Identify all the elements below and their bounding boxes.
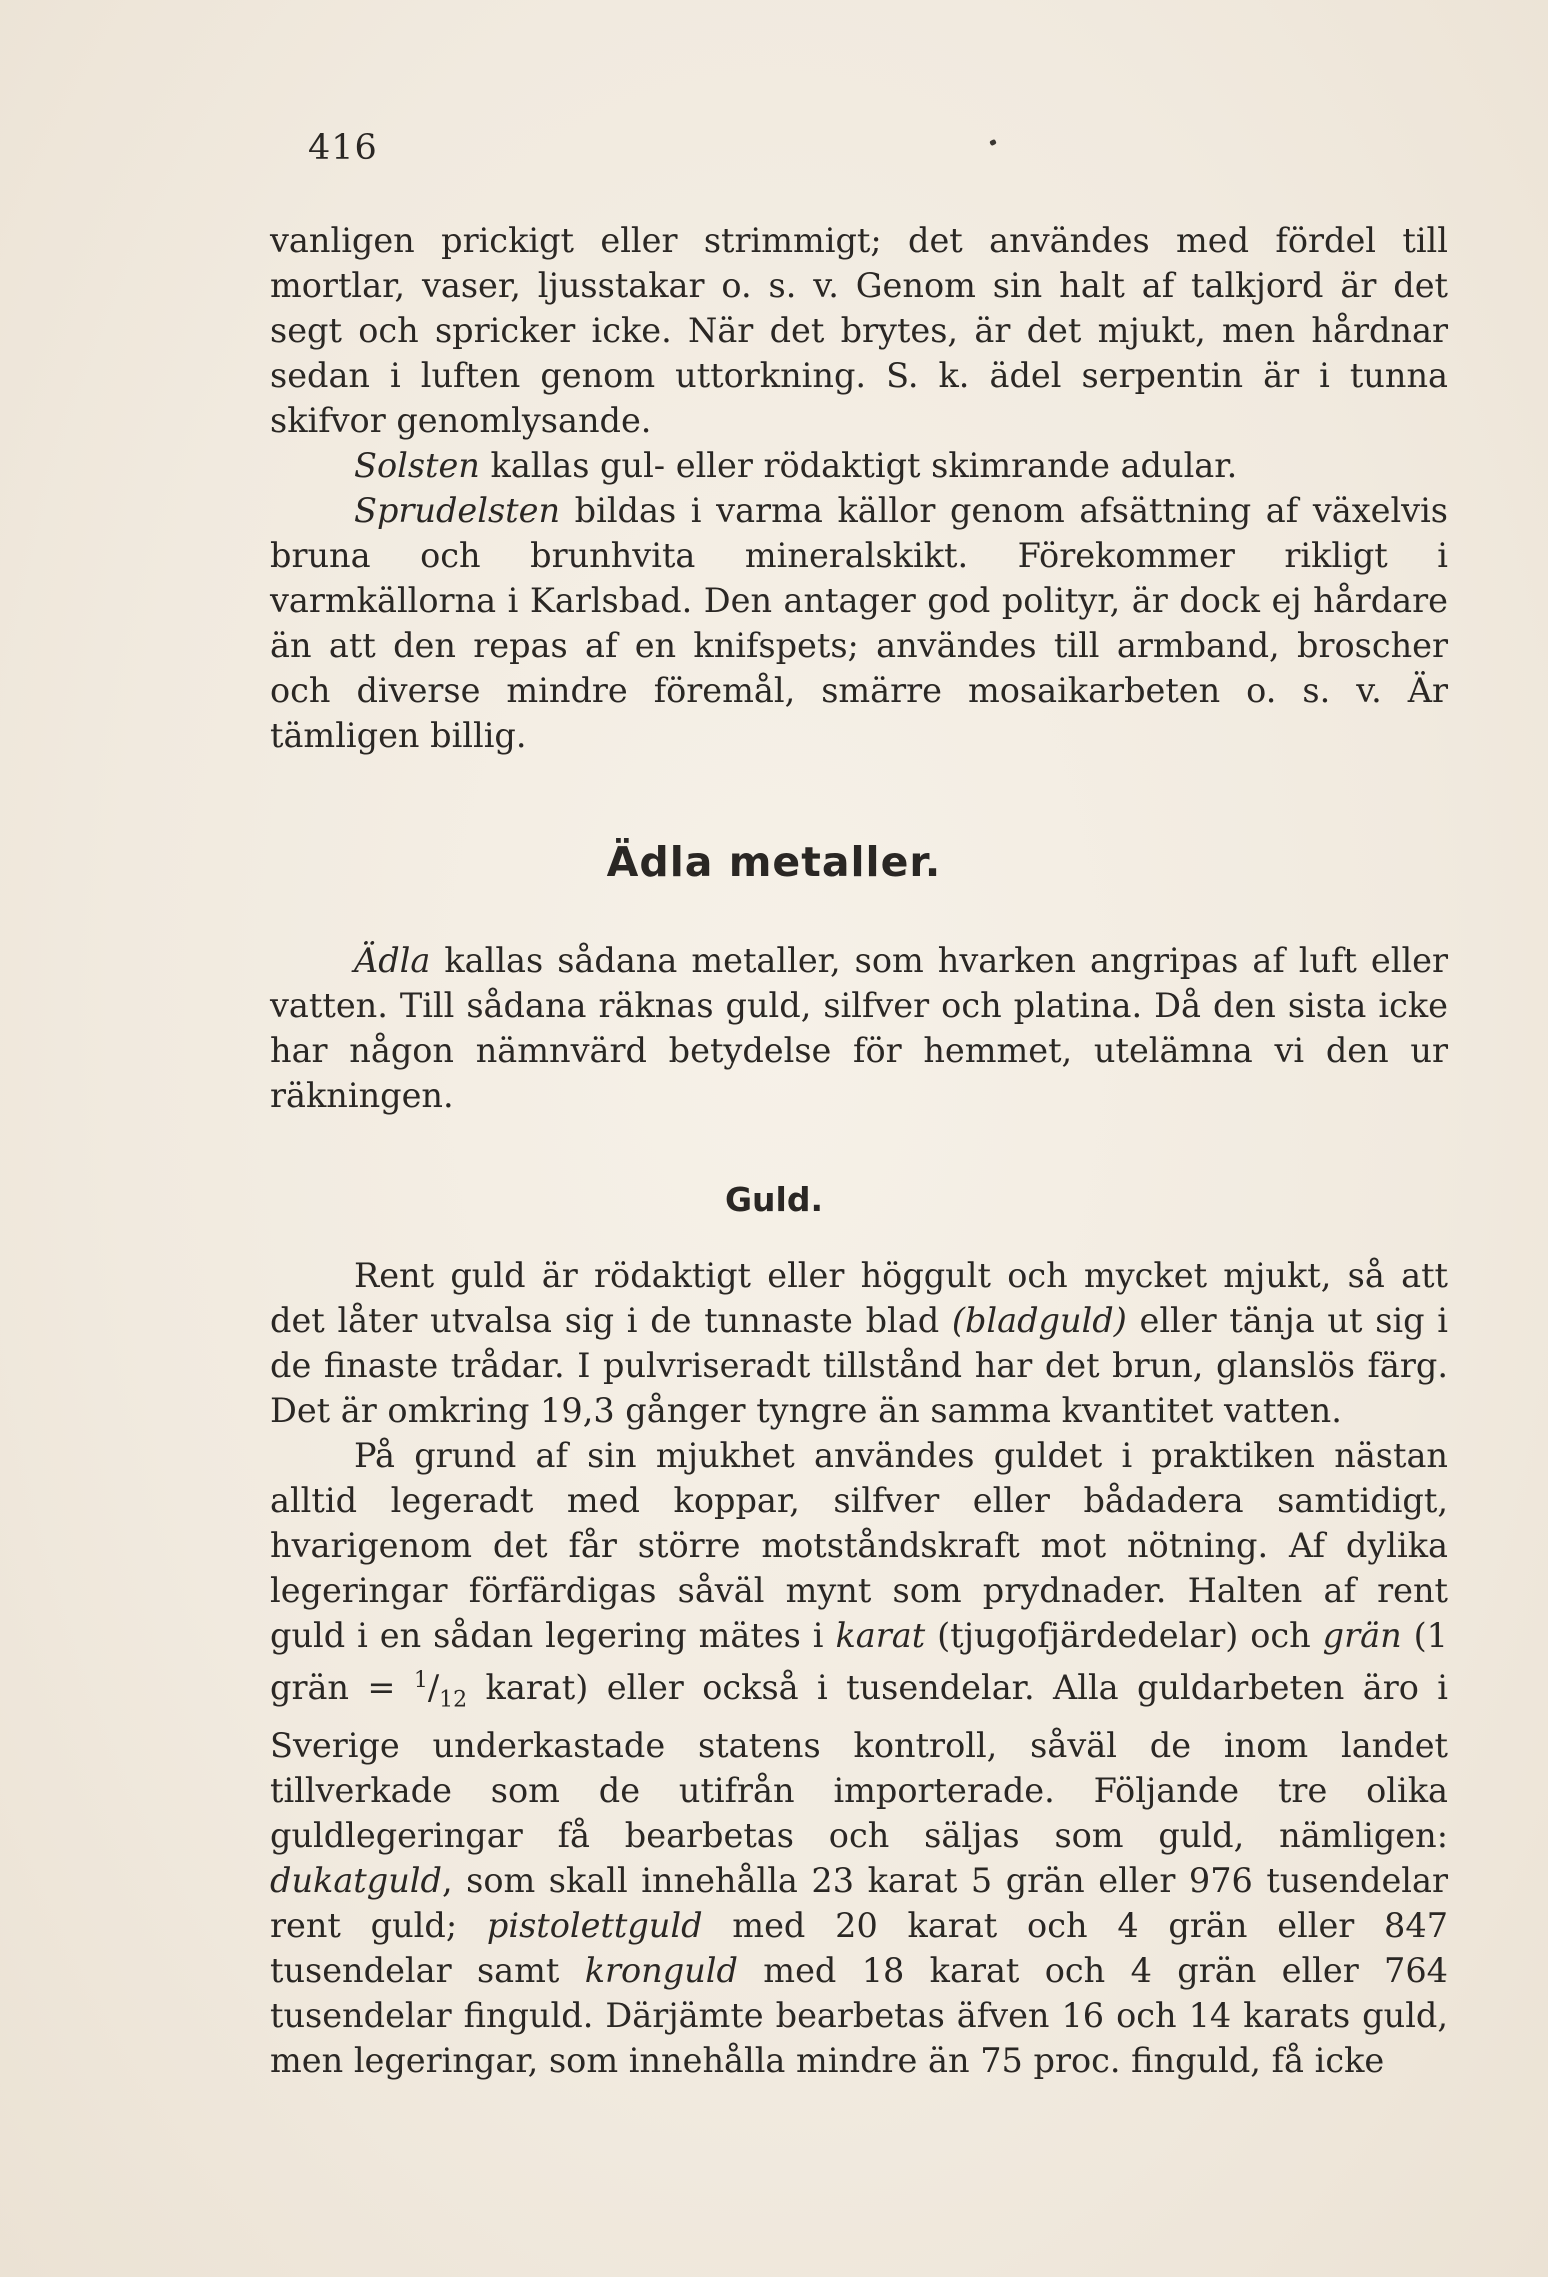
sprudelsten-text: bildas i varma källor genom afsättning af växelvis bruna och brunhvita mineralskikt. Förekommer rikligt i varmkällorna i Karlsbad. Den antager god polityr, är dock ej hårdare än att den repas af en knifspets; användes till armband, broscher och diverse mindre föremål, smärre mosaikarbeten o. s. v. Är tämligen billig. — [270, 491, 1448, 755]
gold-p2-text-b: (tjugofjärdedelar) och — [925, 1616, 1323, 1655]
serpentine-text: vanligen prickigt eller strimmigt; det användes med fördel till mortlar, vaser, ljusstakar o. s. v. Genom sin halt af talkjord är det segt och spricker icke. När det brytes, är det mjukt, men hårdnar sedan i luften genom uttorkning. S. k. ädel serpentin är i tunna skifvor genomlysande. — [270, 221, 1448, 440]
gold-p2-text-d: karat) eller också i tusendelar. Alla guldarbeten äro i Sverige underkastade statens kontroll, såväl de inom landet tillverkade som de utifrån importerade. Följande tre olika guldlegeringar få bearbetas och säljas som guld, nämligen: — [270, 1668, 1448, 1855]
kronguld-term: kronguld — [584, 1950, 738, 1990]
pistolettguld-term: pistolettguld — [486, 1905, 703, 1945]
noble-term: Ädla — [354, 941, 431, 980]
fraction-denominator: 12 — [439, 1687, 468, 1713]
fraction-numerator: 1 — [413, 1668, 428, 1693]
gold-p1-text-a: Rent guld är rödaktigt eller höggult och mycket mjukt, så att det låter utvalsa sig i de tunnaste blad — [270, 1256, 1448, 1340]
solsten-text: kallas gul- eller rödaktigt skimrande adular. — [479, 446, 1238, 485]
gran-term: grän — [1322, 1616, 1402, 1655]
heading-gold: Guld. — [724, 1180, 824, 1219]
page-number: 416 — [308, 128, 378, 168]
solsten-paragraph — [270, 443, 1448, 488]
gold-p2-text-g: med 18 karat och 4 grän eller 764 tusendelar finguld. Därjämte bearbetas äfven 16 och 14 karats guld, men legeringar, som innehålla mindre än 75 proc. finguld, få icke — [270, 1950, 1448, 2080]
gold-p1-text-b: eller tänja ut sig i de finaste trådar. I pulvriseradt tillstånd har det brun, glanslös färg. Det är omkring 19,3 gånger tyngre än samma kvantitet vatten. — [270, 1301, 1448, 1430]
ink-speck — [989, 139, 997, 146]
serpentine-section — [270, 218, 1448, 758]
noble-metals-paragraph — [270, 938, 1448, 1118]
gold-p2-text-a: På grund af sin mjukhet användes guldet i praktiken nästan alltid legeradt med koppar, silfver eller bådadera samtidigt, hvarigenom det får större motståndskraft mot nötning. Af dylika legeringar förfärdigas såväl mynt som prydnader. Halten af rent guld i en sådan legering mätes i — [270, 1436, 1448, 1655]
noble-text: kallas sådana metaller, som hvarken angripas af luft eller vatten. Till sådana räknas guld, silfver och platina. Då den sista icke har någon nämnvärd betydelse för hemmet, utelämna vi den ur räkningen. — [270, 941, 1448, 1115]
bladguld-term: (bladguld) — [951, 1301, 1127, 1340]
heading-noble-metals: Ädla metaller. — [606, 838, 942, 886]
gold-p2-text-f: med 20 karat och 4 grän eller 847 tusendelar samt — [270, 1905, 1449, 1990]
solsten-term: Solsten — [354, 446, 480, 485]
gold-p2-text-c: (1 grän = — [270, 1616, 1448, 1708]
sprudelsten-term: Sprudelsten — [354, 491, 561, 530]
serpentine-paragraph — [270, 218, 1448, 443]
dukatguld-term: dukatguld — [270, 1860, 442, 1900]
gold-paragraph-2 — [270, 1433, 1448, 2083]
gold-section — [270, 1253, 1448, 2083]
gold-p2-text-e: , som skall innehålla 23 karat 5 grän eller 976 tusendelar rent guld; — [270, 1860, 1448, 1945]
sprudelsten-paragraph — [270, 488, 1448, 758]
karat-term: karat — [835, 1616, 926, 1655]
noble-metals-section — [270, 938, 1448, 1118]
fraction: $^1/_{12}$ — [413, 1668, 468, 1713]
gold-paragraph-1 — [270, 1253, 1448, 1433]
